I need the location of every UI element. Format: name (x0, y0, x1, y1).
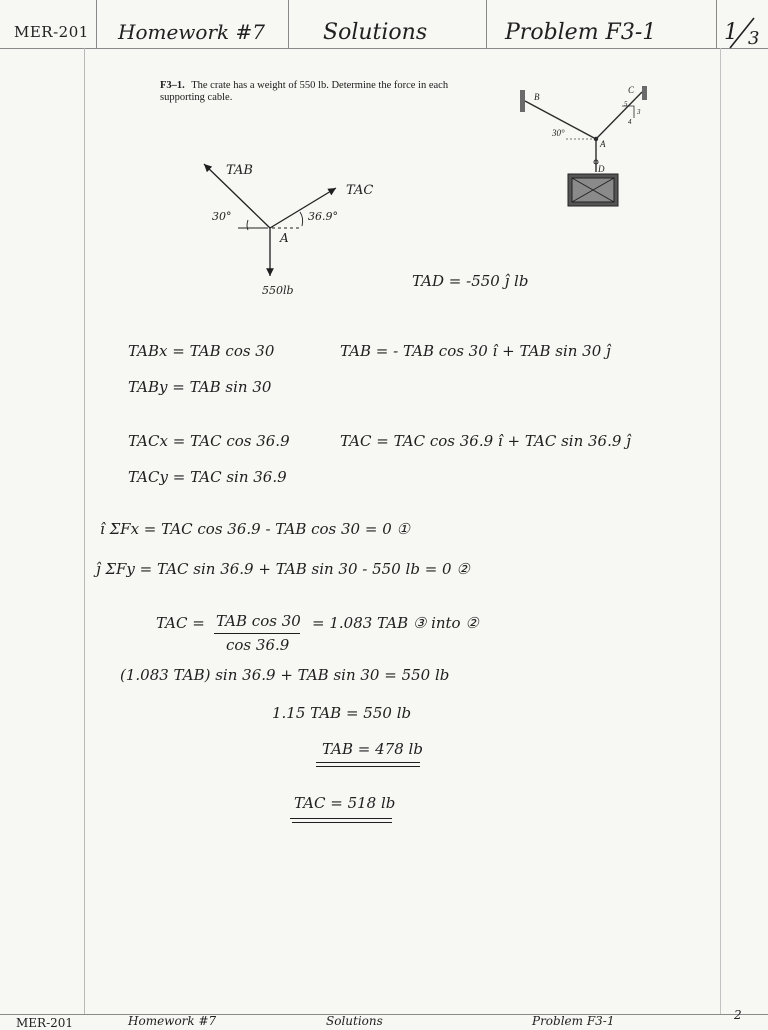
footer-homework: Homework #7 (128, 1014, 217, 1028)
right-margin-rule (720, 48, 721, 1014)
fbd-weight-label: 550lb (262, 284, 294, 297)
result-tab-underline-2 (316, 766, 420, 767)
header-divider-4 (716, 0, 717, 48)
fbd-point-a: A (280, 231, 289, 245)
angle-arc-ac (300, 212, 303, 226)
page-total: 3 (748, 28, 760, 49)
homework-label: Homework #7 (118, 20, 265, 44)
tabx-equation: TABx = TAB cos 30 (128, 342, 275, 360)
free-body-diagram (190, 150, 410, 300)
label-ratio-5: 5 (624, 100, 628, 108)
taby-equation: TABy = TAB sin 30 (128, 378, 272, 396)
solutions-title: Solutions (323, 19, 428, 45)
header-divider-3 (486, 0, 487, 48)
result-tac-underline-2 (292, 822, 392, 823)
tac-solve-label: TAC = (156, 614, 205, 632)
tac-solve-result: = 1.083 TAB ③ into ② (312, 614, 479, 632)
tacx-equation: TACx = TAC cos 36.9 (128, 432, 290, 450)
fbd-angle-ab: 30° (212, 210, 232, 223)
label-ratio-3: 3 (637, 108, 641, 116)
fraction-bar (214, 633, 300, 634)
result-tab: TAB = 478 lb (322, 740, 423, 758)
ring-a (594, 137, 598, 141)
combined-equation: 1.15 TAB = 550 lb (272, 704, 412, 722)
wall-b-hatch (520, 90, 525, 112)
course-code: MER-201 (14, 23, 89, 41)
angle-arc-ab (247, 220, 248, 230)
tac-vector-equation: TAC = TAC cos 36.9 î + TAC sin 36.9 ĵ (340, 432, 631, 450)
problem-number: F3–1. (160, 80, 185, 91)
result-tac: TAC = 518 lb (294, 794, 396, 812)
footer-course: MER-201 (16, 1016, 74, 1030)
label-b: B (534, 92, 540, 102)
footer-page-number: 2 (734, 1008, 742, 1022)
tad-equation: TAD = -550 ĵ lb (412, 272, 529, 290)
problem-label: Problem F3-1 (505, 19, 657, 45)
page-fraction-slash (726, 14, 766, 50)
label-a: A (600, 139, 606, 149)
result-tac-underline-1 (290, 818, 392, 819)
page-number: 1 (724, 19, 738, 45)
tacy-equation: TACy = TAC sin 36.9 (128, 468, 287, 486)
header-divider-1 (96, 0, 97, 48)
sum-fx-equation: î ΣFx = TAC cos 36.9 - TAB cos 30 = 0 ① (100, 520, 410, 538)
crate-figure (516, 84, 656, 214)
left-margin-rule (84, 48, 85, 1014)
problem-text: The crate has a weight of 550 lb. Determine the force in each supporting cable. (160, 80, 449, 103)
cable-ac-line (596, 92, 642, 139)
footer-top-rule (0, 1014, 768, 1015)
label-c: C (628, 85, 635, 95)
label-ratio-4: 4 (628, 118, 632, 126)
result-tab-underline-1 (316, 762, 420, 763)
wall-c-hatch (642, 86, 647, 100)
label-angle: 30° (552, 128, 565, 138)
fraction-denominator: cos 36.9 (226, 636, 290, 654)
label-d: D (598, 164, 605, 174)
fbd-angle-ac: 36.9° (308, 210, 338, 223)
footer-problem: Problem F3-1 (532, 1014, 615, 1028)
problem-statement (160, 80, 460, 104)
tab-vector-equation: TAB = - TAB cos 30 î + TAB sin 30 ĵ (340, 342, 611, 360)
fraction-numerator: TAB cos 30 (216, 612, 301, 630)
fbd-tab-label: TAB (226, 163, 253, 178)
sum-fy-equation: ĵ ΣFy = TAC sin 36.9 + TAB sin 30 - 550 lb = 0 ② (96, 560, 470, 578)
fbd-tac-label: TAC (346, 183, 374, 198)
footer-title: Solutions (326, 1014, 383, 1028)
header-divider-2 (288, 0, 289, 48)
substitution-equation: (1.083 TAB) sin 36.9 + TAB sin 30 = 550 lb (120, 666, 450, 684)
